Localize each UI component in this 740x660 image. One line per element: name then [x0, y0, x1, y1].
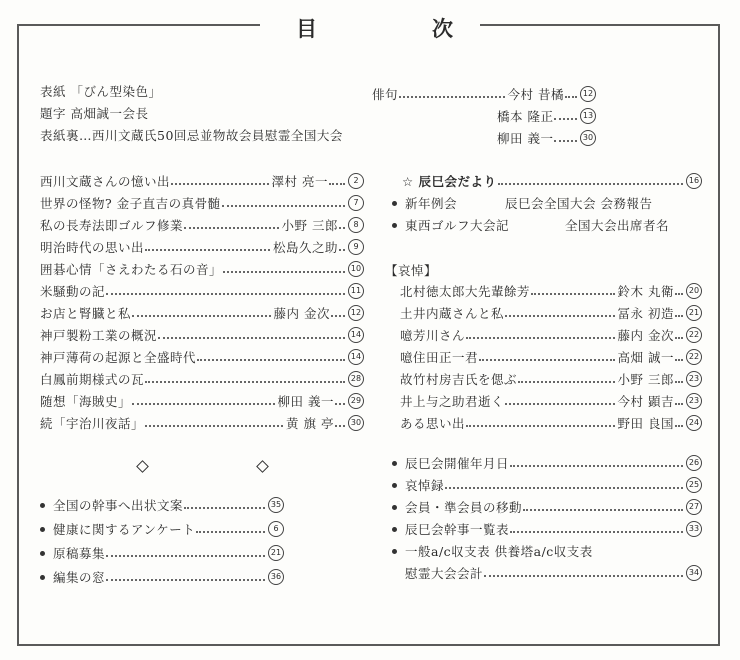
- leader-dots: [158, 337, 345, 339]
- page-number: 23: [686, 393, 702, 409]
- entry-title: 編集の窓: [53, 570, 106, 585]
- notice-entry: [40, 567, 284, 587]
- entry-title: 全国大会出席者名: [565, 218, 670, 233]
- section-heading: ☆ 辰巳会だより: [402, 174, 497, 189]
- entry-author: 冨永 初造: [617, 306, 674, 321]
- tatsumi-header: [402, 171, 702, 191]
- leader-dots: [223, 271, 345, 273]
- entry-author: 今村 昔橘: [507, 87, 564, 102]
- leader-dots: [565, 96, 577, 98]
- entry-author: 高畑 誠一: [617, 350, 674, 365]
- bullet-icon: [392, 223, 397, 228]
- entry-title: 明治時代の思い出: [40, 240, 145, 255]
- entry-title: 西川文蔵さんの憶い出: [40, 174, 171, 189]
- entry-author: 柳田 義一: [497, 131, 554, 146]
- entry-title: 辰巳会開催年月日: [405, 456, 510, 471]
- cover-line: 表紙 「びん型染色」: [40, 84, 162, 99]
- entry-title: 神戸薄荷の起源と全盛時代: [40, 350, 197, 365]
- notice-entry: [392, 453, 702, 473]
- bullet-icon: [40, 551, 45, 556]
- leader-dots: [675, 359, 683, 361]
- entry-title: 辰巳会幹事一覧表: [405, 522, 510, 537]
- bullet-icon: [392, 201, 397, 206]
- page-number: 14: [348, 327, 364, 343]
- entry-author: 小野 三郎: [617, 372, 674, 387]
- leader-dots: [222, 205, 345, 207]
- leader-dots: [479, 359, 615, 361]
- notice-entry: [392, 497, 702, 517]
- leader-dots: [106, 555, 265, 557]
- notice-entry: [392, 519, 702, 539]
- leader-dots: [196, 531, 265, 533]
- page-number: 21: [268, 545, 284, 561]
- entry-title: 噫芳川さん: [400, 328, 466, 343]
- entry-title: 神戸製粉工業の概況: [40, 328, 158, 343]
- leader-dots: [675, 315, 683, 317]
- entry-title: 私の長寿法即ゴルフ修業: [40, 218, 184, 233]
- entry-author: 黄 旗 亭: [286, 416, 334, 431]
- page-number: 8: [348, 217, 364, 233]
- article-entry: [40, 325, 364, 345]
- entry-title: 東西ゴルフ大会記: [405, 218, 510, 233]
- notice-entry: [392, 475, 702, 495]
- entry-title: 囲碁心情「さえわたる石の音」: [40, 262, 223, 277]
- page-number: 13: [580, 108, 596, 124]
- leader-dots: [339, 249, 345, 251]
- page-number: 30: [348, 415, 364, 431]
- leader-dots: [675, 403, 683, 405]
- leader-dots: [331, 315, 345, 317]
- entry-title: 土井内蔵さんと私: [400, 306, 505, 321]
- haiku-entry: [372, 84, 596, 104]
- entry-title: 続「宇治川夜話」: [40, 416, 145, 431]
- bullet-icon: [392, 483, 397, 488]
- section-heading: 【哀悼】: [385, 263, 438, 278]
- page-number: 2: [348, 173, 364, 189]
- page-number: 36: [268, 569, 284, 585]
- entry-title: 哀悼録: [405, 478, 445, 493]
- leader-dots: [675, 293, 683, 295]
- article-entry: [40, 171, 364, 191]
- leader-dots: [554, 118, 577, 120]
- leader-dots: [106, 579, 265, 581]
- leader-dots: [335, 425, 345, 427]
- entry-title: 辰巳会全国大会 会務報告: [505, 196, 653, 211]
- entry-title: 噫住田正一君: [400, 350, 479, 365]
- article-entry: [40, 215, 364, 235]
- leader-dots: [106, 293, 345, 295]
- page-number: 35: [268, 497, 284, 513]
- leader-dots: [445, 487, 683, 489]
- page-number: 28: [348, 371, 364, 387]
- entry-title: 故竹村房吉氏を偲ぶ: [400, 372, 518, 387]
- leader-dots: [531, 293, 615, 295]
- entry-title: 全国の幹事へ出状文案: [53, 498, 184, 513]
- page-number: 22: [686, 349, 702, 365]
- tatsumi-item: [392, 215, 702, 235]
- bullet-icon: [40, 503, 45, 508]
- notice-entry: [40, 543, 284, 563]
- leader-dots: [145, 381, 345, 383]
- leader-dots: [339, 227, 345, 229]
- page-number: 20: [686, 283, 702, 299]
- article-entry: [40, 237, 364, 257]
- leader-dots: [132, 403, 275, 405]
- leader-dots: [498, 183, 683, 185]
- leader-dots: [171, 183, 269, 185]
- entry-author: 柳田 義一: [277, 394, 334, 409]
- leader-dots: [510, 531, 683, 533]
- entry-author: 藤内 金次: [617, 328, 674, 343]
- tatsumi-item: [392, 193, 702, 213]
- entry-title: 会員・準会員の移動: [405, 500, 523, 515]
- cover-line: 表紙裏…西川文蔵氏50回忌並物故会員慰霊全国大会: [40, 128, 343, 143]
- notice-entry: [405, 563, 702, 583]
- page-number: 30: [580, 130, 596, 146]
- haiku-entry: [495, 106, 596, 126]
- leader-dots: [523, 509, 683, 511]
- page-number: 24: [686, 415, 702, 431]
- entry-title: 原稿募集: [53, 546, 106, 561]
- leader-dots: [132, 315, 271, 317]
- bullet-icon: [392, 527, 397, 532]
- leader-dots: [505, 403, 615, 405]
- entry-author: 今村 顕吉: [617, 394, 674, 409]
- page-number: 23: [686, 371, 702, 387]
- page-number: 11: [348, 283, 364, 299]
- leader-dots: [484, 575, 683, 577]
- mourning-entry: [400, 303, 702, 323]
- leader-dots: [145, 249, 270, 251]
- bullet-icon: [40, 527, 45, 532]
- entry-title: 健康に関するアンケート: [53, 522, 196, 537]
- entry-author: 野田 良国: [617, 416, 674, 431]
- entry-title: 白鳳前期様式の瓦: [40, 372, 145, 387]
- page-number: 27: [686, 499, 702, 515]
- page-number: 25: [686, 477, 702, 493]
- notice-entry: [392, 541, 702, 561]
- leader-dots: [505, 315, 615, 317]
- page-number: 10: [348, 261, 364, 277]
- leader-dots: [335, 403, 345, 405]
- page-number: 26: [686, 455, 702, 471]
- page-number: 9: [348, 239, 364, 255]
- article-entry: [40, 259, 364, 279]
- leader-dots: [145, 425, 283, 427]
- leader-dots: [510, 465, 683, 467]
- leader-dots: [329, 183, 345, 185]
- page-number: 7: [348, 195, 364, 211]
- haiku-entry: [495, 128, 596, 148]
- leader-dots: [466, 425, 615, 427]
- entry-author: 澤村 亮一: [271, 174, 328, 189]
- entry-title: 世界の怪物? 金子直吉の真骨髄: [40, 196, 221, 211]
- page-number: 34: [686, 565, 702, 581]
- article-entry: [40, 391, 364, 411]
- entry-title: 北村徳太郎大先輩餘芳: [400, 284, 531, 299]
- article-entry: [40, 281, 364, 301]
- notice-entry: [40, 519, 284, 539]
- mourning-entry: [400, 281, 702, 301]
- page-number: 12: [348, 305, 364, 321]
- entry-title: 新年例会: [405, 196, 458, 211]
- leader-dots: [197, 359, 345, 361]
- article-entry: [40, 413, 364, 433]
- leader-dots: [518, 381, 615, 383]
- entry-title: 慰霊大会会計: [405, 566, 484, 581]
- bullet-icon: [40, 575, 45, 580]
- mourning-entry: [400, 347, 702, 367]
- notice-entry: [40, 495, 284, 515]
- entry-author: 藤内 金次: [273, 306, 330, 321]
- mourning-entry: [400, 369, 702, 389]
- leader-dots: [675, 381, 683, 383]
- entry-title: 随想「海賊史」: [40, 394, 132, 409]
- page-number: 22: [686, 327, 702, 343]
- page-number: 33: [686, 521, 702, 537]
- page-title-2: 次: [432, 16, 454, 41]
- leader-dots: [466, 337, 615, 339]
- page-number: 6: [268, 521, 284, 537]
- entry-title: ある思い出: [400, 416, 466, 431]
- entry-author: 松島久之助: [272, 240, 338, 255]
- entry-author: 橋本 隆正: [497, 109, 554, 124]
- leader-dots: [184, 507, 265, 509]
- entry-title: 井上与之助君逝く: [400, 394, 505, 409]
- leader-dots: [399, 96, 505, 98]
- entry-author: 小野 三郎: [281, 218, 338, 233]
- entry-title: 米騒動の記: [40, 284, 106, 299]
- mourning-entry: [400, 325, 702, 345]
- page-number: 29: [348, 393, 364, 409]
- cover-line: 題字 高畑誠一会長: [40, 106, 149, 121]
- entry-title: 一般a/c収支表 供養塔a/c収支表: [405, 544, 593, 559]
- bullet-icon: [392, 549, 397, 554]
- article-entry: [40, 303, 364, 323]
- leader-dots: [675, 337, 683, 339]
- article-entry: [40, 347, 364, 367]
- leader-dots: [675, 425, 683, 427]
- entry-title: お店と腎臓と私: [40, 306, 132, 321]
- article-entry: [40, 193, 364, 213]
- haiku-label: 俳句: [372, 87, 399, 102]
- mourning-entry: [400, 413, 702, 433]
- page-number: 21: [686, 305, 702, 321]
- page-number: 16: [686, 173, 702, 189]
- mourning-entry: [400, 391, 702, 411]
- leader-dots: [184, 227, 279, 229]
- entry-author: 鈴木 丸衛: [617, 284, 674, 299]
- bullet-icon: [392, 461, 397, 466]
- leader-dots: [554, 140, 577, 142]
- page-title-1: 目: [296, 16, 318, 41]
- page-number: 14: [348, 349, 364, 365]
- article-entry: [40, 369, 364, 389]
- page-number: 12: [580, 86, 596, 102]
- bullet-icon: [392, 505, 397, 510]
